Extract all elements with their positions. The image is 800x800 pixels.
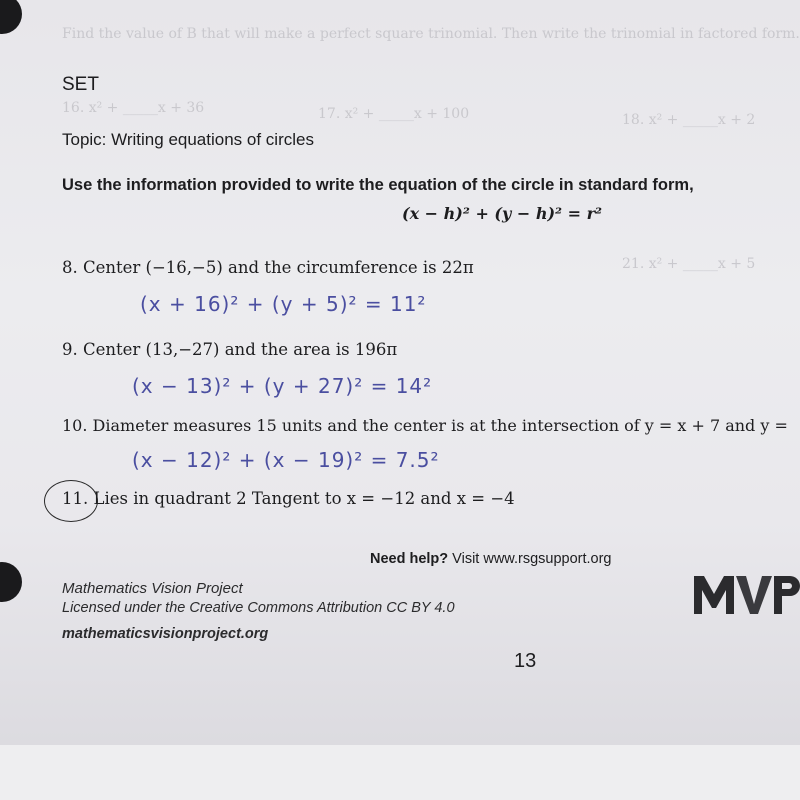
bleed-through-item-16: 16. x² + _____x + 36 bbox=[62, 100, 205, 116]
problem-10 bbox=[62, 416, 788, 435]
problem-text: Lies in quadrant 2 Tangent to x = −12 and x = −4 bbox=[93, 489, 515, 508]
help-link-text: Visit www.rsgsupport.org bbox=[448, 551, 612, 567]
footer-org: Mathematics Vision Project bbox=[62, 580, 243, 597]
handwritten-answer-10: (x − 12)² + (x − 19)² = 7.5² bbox=[132, 448, 440, 472]
topic-heading: Topic: Writing equations of circles bbox=[62, 130, 314, 149]
problem-number: 9. bbox=[62, 340, 78, 359]
bleed-through-item-18: 18. x² + _____x + 2 bbox=[622, 112, 756, 128]
footer-website: mathematicsvisionproject.org bbox=[62, 626, 269, 642]
instructions: Use the information provided to write the equation of the circle in standard form, bbox=[62, 176, 694, 194]
section-label: SET bbox=[62, 74, 99, 95]
problem-8 bbox=[62, 258, 474, 277]
problem-number: 10. bbox=[62, 416, 88, 435]
problem-number: 8. bbox=[62, 258, 78, 277]
footer-license: Licensed under the Creative Commons Attribution CC BY 4.0 bbox=[62, 600, 455, 616]
problem-text: Center (−16,−5) and the circumference is 22π bbox=[83, 258, 474, 277]
bleed-through-instruction: Find the value of B that will make a perfect square trinomial. Then write the trinomial in factored form. bbox=[62, 26, 800, 42]
help-prefix: Need help? bbox=[370, 551, 449, 567]
mvp-logo bbox=[690, 570, 800, 620]
binder-hole-top bbox=[0, 0, 22, 34]
help-line bbox=[370, 551, 611, 567]
bleed-through-item-21: 21. x² + _____x + 5 bbox=[622, 256, 756, 272]
underlying-surface bbox=[0, 745, 800, 800]
problem-text: Center (13,−27) and the area is 196π bbox=[83, 340, 398, 359]
handwritten-answer-9: (x − 13)² + (y + 27)² = 14² bbox=[132, 374, 433, 398]
bleed-through-item-17: 17. x² + _____x + 100 bbox=[318, 106, 470, 122]
handwritten-answer-8: (x + 16)² + (y + 5)² = 11² bbox=[140, 292, 427, 316]
problem-9 bbox=[62, 340, 397, 359]
standard-form-formula: (x − h)² + (y − h)² = r² bbox=[402, 204, 603, 223]
binder-hole-bottom bbox=[0, 562, 22, 602]
problem-text: Diameter measures 15 units and the center is at the intersection of y = x + 7 and y = bbox=[92, 416, 788, 435]
problem-11 bbox=[62, 489, 515, 508]
problem-number: 11. bbox=[62, 489, 89, 508]
page-number: 13 bbox=[514, 650, 537, 672]
